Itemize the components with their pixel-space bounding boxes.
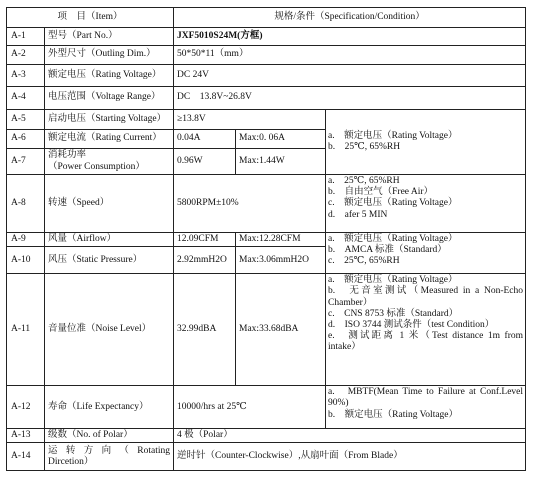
row-item: 型号（Part No.） xyxy=(45,28,174,46)
row-item: 电压范围（Voltage Range） xyxy=(45,87,174,110)
row-item-line: （Power Consumption） xyxy=(48,161,145,172)
note-line: c. CNS 8753 标准（Standard） xyxy=(328,308,459,319)
row-id: A-10 xyxy=(7,247,45,274)
row-value: 50*50*11（mm） xyxy=(174,46,526,65)
row-value: 0.04A xyxy=(174,130,236,149)
note-line: d. ISO 3744 测试条件（test Condition） xyxy=(328,320,495,331)
row-id: A-13 xyxy=(7,429,45,443)
row-value: DC 24V xyxy=(174,65,526,87)
note-line: c. 25℃, 65%RH xyxy=(328,256,400,267)
table-row xyxy=(7,28,526,46)
notes-a6-a7 xyxy=(326,110,526,175)
table-row xyxy=(7,233,526,247)
row-value: 12.09CFM xyxy=(174,233,236,247)
row-item: 级数（No. of Polar） xyxy=(45,429,174,443)
note-line: a. 额定电压（Rating Voltage） xyxy=(328,275,458,286)
note-line: e. 测试距离 1 米（Test distance 1m from intake） xyxy=(328,331,524,353)
note-line: b. 自由空气（Free Air） xyxy=(328,187,434,198)
table-header-row xyxy=(7,8,526,28)
note-line: b. 额定电压（Rating Voltage） xyxy=(328,409,459,420)
row-item: 外型尺寸（Outling Dim.） xyxy=(45,46,174,65)
table-row xyxy=(7,429,526,443)
row-id: A-6 xyxy=(7,130,45,149)
row-value: ≥13.8V xyxy=(174,110,326,130)
row-max: Max:0. 06A xyxy=(236,130,326,149)
row-max: Max:3.06mmH2O xyxy=(236,247,326,274)
row-id: A-12 xyxy=(7,386,45,429)
row-id: A-3 xyxy=(7,65,45,87)
notes-a8 xyxy=(326,175,526,233)
row-id: A-4 xyxy=(7,87,45,110)
row-item: 转速（Speed） xyxy=(45,175,174,233)
notes-a11 xyxy=(326,274,526,386)
note-line: a. 额定电压（Rating Voltage） xyxy=(328,234,458,244)
row-value: 10000/hrs at 25℃ xyxy=(174,386,326,429)
notes-a12 xyxy=(326,386,526,429)
row-item: 寿命（Life Expectancy） xyxy=(45,386,174,429)
row-value: 2.92mmH2O xyxy=(174,247,236,274)
row-item: 额定电压（Rating Voltage） xyxy=(45,65,174,87)
table-row xyxy=(7,274,526,386)
row-item: 风量（Airflow） xyxy=(45,233,174,247)
part-number-value: JXF5010S24M(方框) xyxy=(174,28,526,46)
note-line: a. 额定电压（Rating Voltage） xyxy=(328,130,458,141)
row-value: DC 13.8V~26.8V xyxy=(174,87,526,110)
table-row xyxy=(7,65,526,87)
row-value: 5800RPM±10% xyxy=(174,175,326,233)
table-row xyxy=(7,46,526,65)
row-item: 音量位准（Noise Level） xyxy=(45,274,174,386)
table-row xyxy=(7,175,526,233)
row-id: A-9 xyxy=(7,233,45,247)
row-value: 32.99dBA xyxy=(174,274,236,386)
row-id: A-8 xyxy=(7,175,45,233)
row-max: Max:33.68dBA xyxy=(236,274,326,386)
row-item xyxy=(45,149,174,175)
row-item: 启动电压（Starting Voltage） xyxy=(45,110,174,130)
row-max: Max:1.44W xyxy=(236,149,326,175)
specification-table xyxy=(6,7,526,471)
table-row xyxy=(7,110,526,130)
row-item: 额定电流（Rating Current） xyxy=(45,130,174,149)
table-row xyxy=(7,386,526,429)
row-id: A-7 xyxy=(7,149,45,175)
note-line: b. AMCA 标准（Standard） xyxy=(328,245,447,256)
row-id: A-11 xyxy=(7,274,45,386)
note-line: b. 25℃, 65%RH xyxy=(328,142,401,152)
row-id: A-5 xyxy=(7,110,45,130)
row-value: 0.96W xyxy=(174,149,236,175)
note-line: c. 额定电压（Rating Voltage） xyxy=(328,198,458,209)
note-line: b. 无音室测试（Measured in a Non-Echo Chamber） xyxy=(328,286,524,308)
row-id: A-14 xyxy=(7,443,45,471)
row-item: 风压（Static Pressure） xyxy=(45,247,174,274)
row-item: 运转方向（Rotating Dircetion） xyxy=(45,443,174,471)
note-line: a. 25℃, 65%RH xyxy=(328,176,400,186)
row-value: 逆时针（Counter-Clockwise）,从扇叶面（From Blade） xyxy=(174,443,526,471)
row-item-line: 消耗功率 xyxy=(48,150,87,161)
row-id: A-1 xyxy=(7,28,45,46)
header-item: 项 目（Item） xyxy=(7,8,174,28)
note-line: d. afer 5 MIN xyxy=(328,209,388,220)
note-line: a. MBTF(Mean Time to Failure at Conf.Level 90%) xyxy=(328,387,524,409)
row-max: Max:12.28CFM xyxy=(236,233,326,247)
header-spec: 规格/条件（Specification/Condition） xyxy=(174,8,526,28)
row-value: 4 极（Polar） xyxy=(174,429,526,443)
row-id: A-2 xyxy=(7,46,45,65)
table-row xyxy=(7,443,526,471)
notes-a9-a10 xyxy=(326,233,526,274)
table-row xyxy=(7,87,526,110)
